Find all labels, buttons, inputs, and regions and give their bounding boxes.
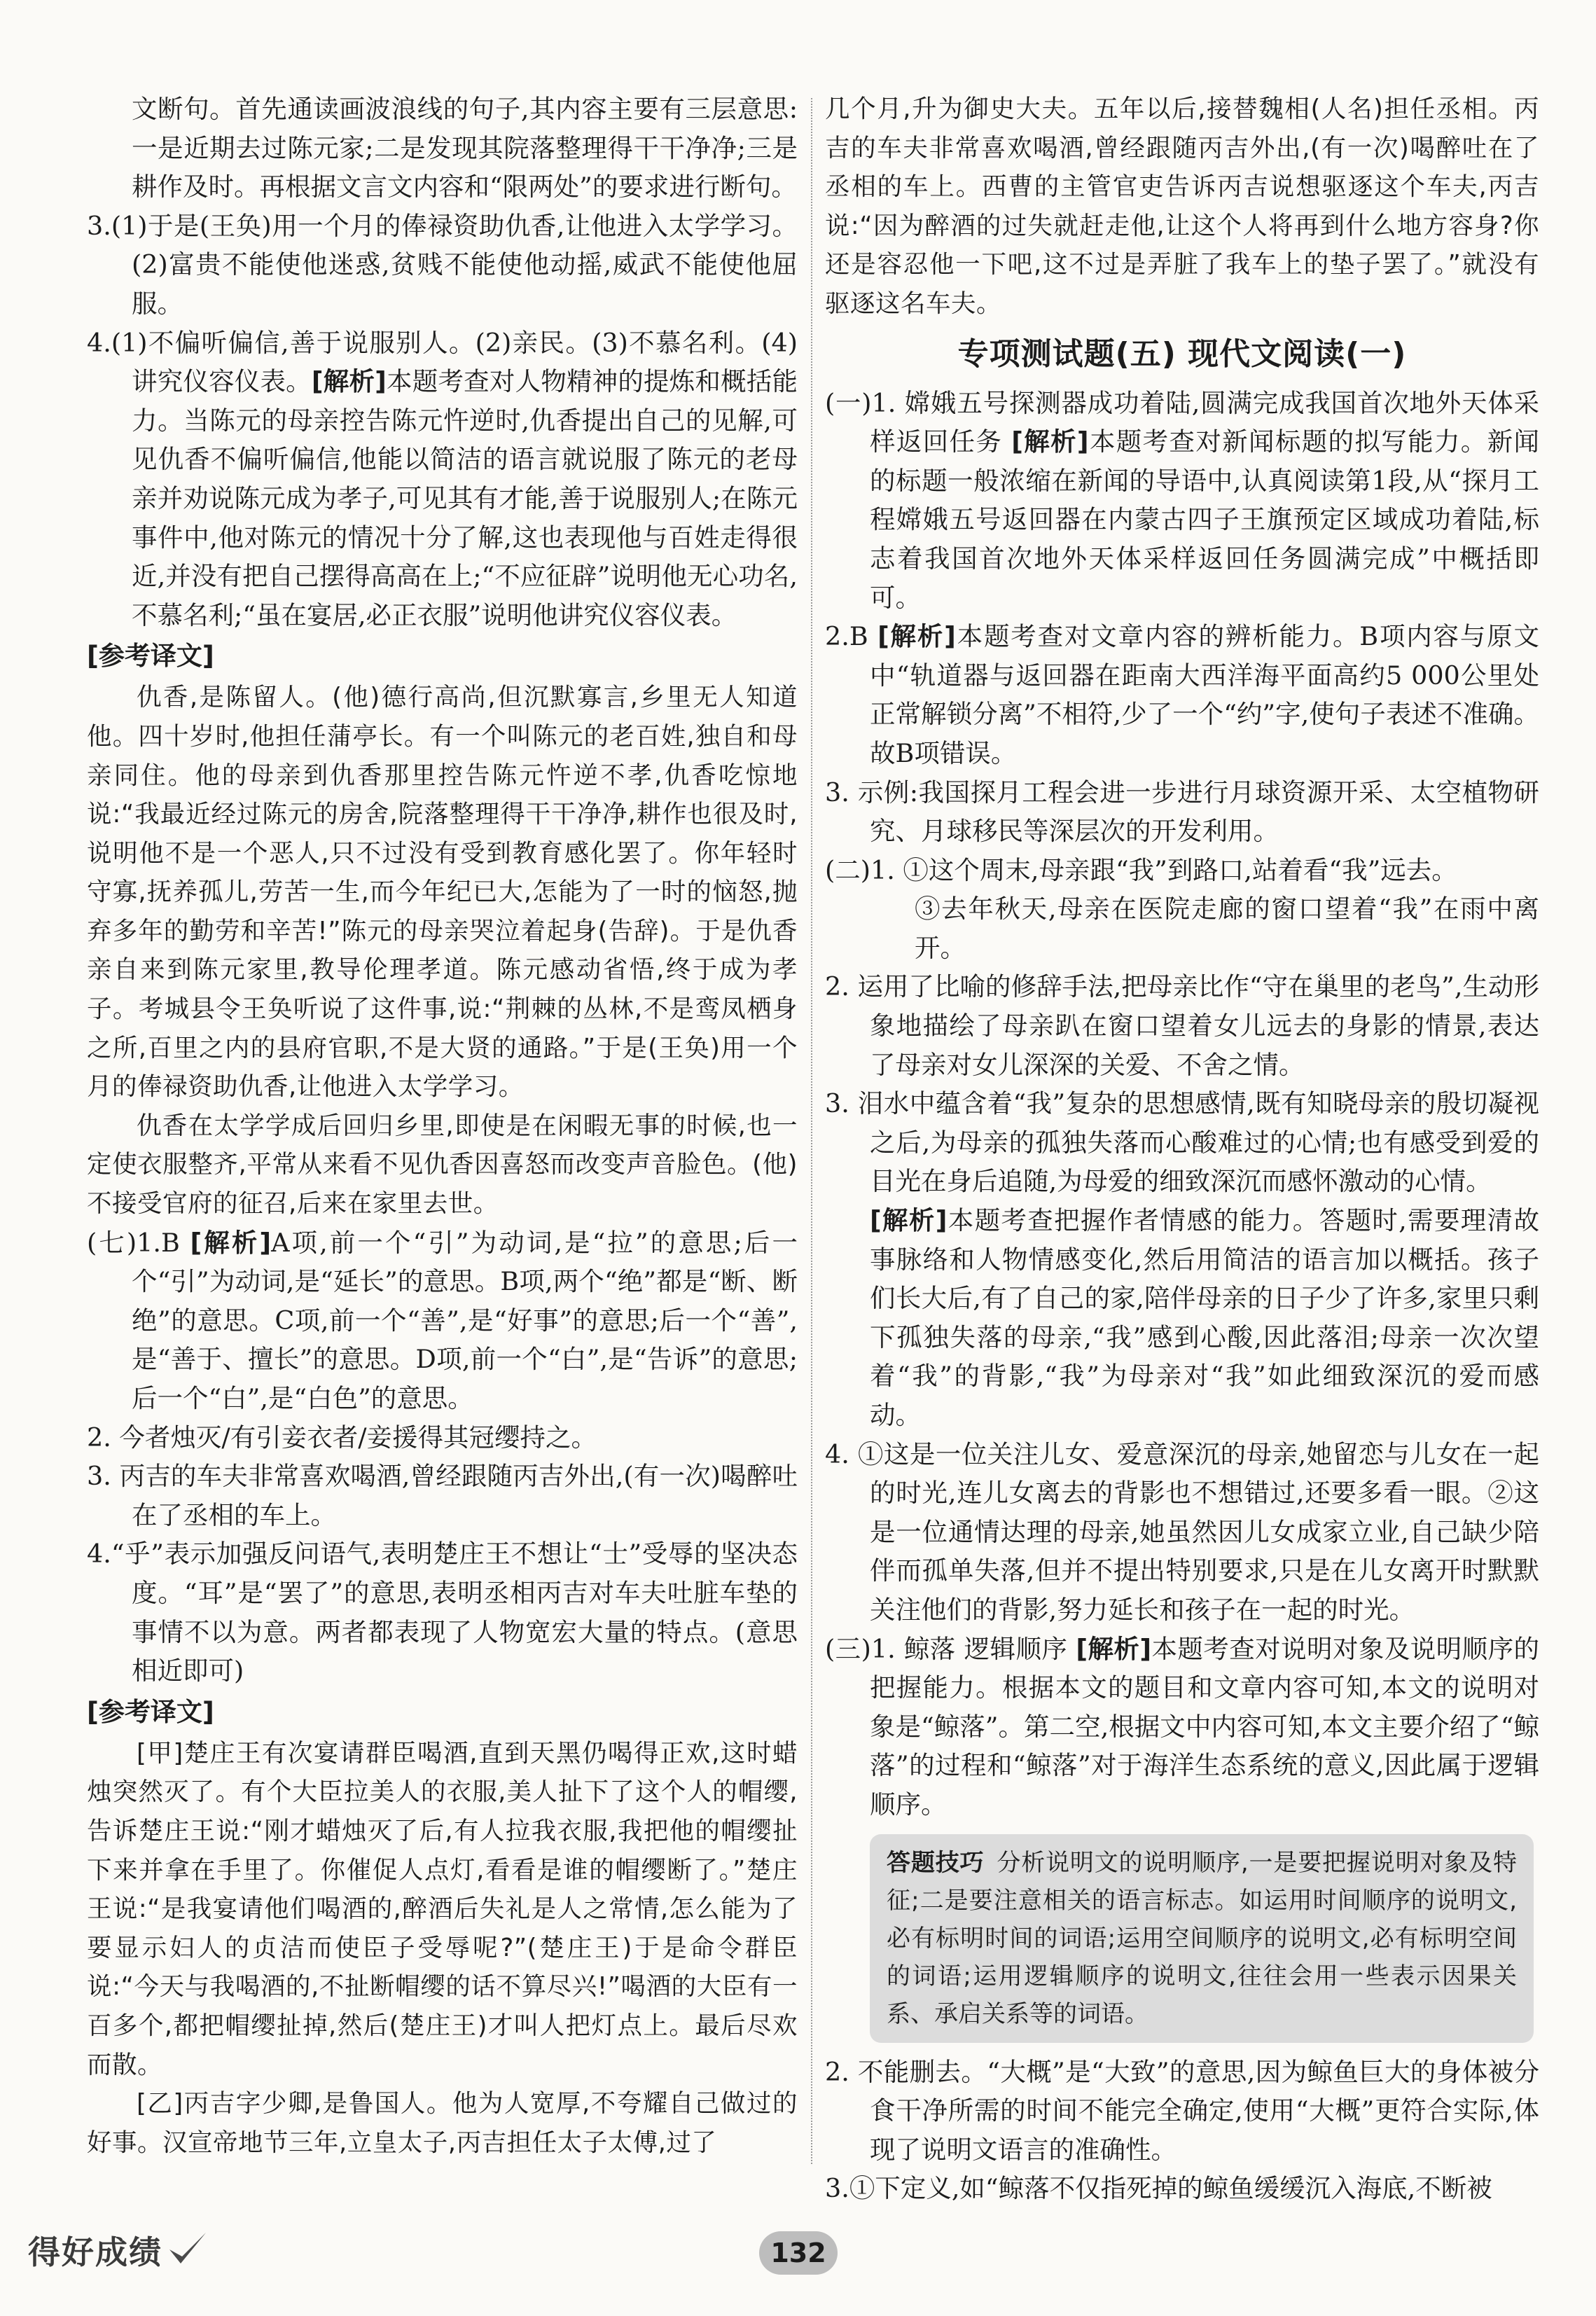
reference-translation-paragraph: 仇香在太学学成后回归乡里,即使是在闲暇无事的时候,也一定使衣服整齐,平常从来看不见仇香因喜怒而改变声音脸色。(他)不接受官府的征召,后来在家里去世。 xyxy=(87,1111,798,1219)
reference-translation-heading: [参考译文] xyxy=(87,1696,214,1727)
analysis-label: [解析] xyxy=(877,621,956,652)
right-column xyxy=(825,90,1539,2208)
reference-translation-paragraph: [乙]丙吉字少卿,是鲁国人。他为人宽厚,不夸耀自己做过的好事。汉宣帝地节三年,立皇太子,丙吉担任太子太傅,过了 xyxy=(87,2089,798,2157)
analysis-label: [解析] xyxy=(190,1227,272,1258)
analysis-text: 本题考查把握作者情感的能力。答题时,需要理清故事脉络和人物情感变化,然后用简洁的语言加以概括。孩子们长大后,有了自己的家,陪伴母亲的日子少了许多,家里只剩下孤独失落的母亲,“我”感到心酸,因此落泪;母亲一次次望着“我”的背影,“我”为母亲对“我”如此细致深沉的爱而感动。 xyxy=(870,1205,1539,1430)
left-column xyxy=(87,90,798,2162)
part-3-answer-3: 3.①下定义,如“鲸落不仅指死掉的鲸鱼缓缓沉入海底,不断被 xyxy=(825,2173,1492,2204)
answer-text: (三)1. 鲸落 逻辑顺序 xyxy=(825,1633,1076,1664)
part-1-answer-3: 3. 示例:我国探月工程会进一步进行月球资源开采、太空植物研究、月球移民等深层次的开发利用。 xyxy=(825,777,1539,847)
part-2-answer-4: 4. ①这是一位关注儿女、爱意深沉的母亲,她留恋与儿女在一起的时光,连儿女离去的背影也不想错过,还要多看一眼。②这是一位通情达理的母亲,她虽然因儿女成家立业,自己缺少陪伴而孤单失落,但并不提出特别要求,只是在儿女离开时默默关注他们的背影,努力延长和孩子在一起的时光。 xyxy=(825,1438,1539,1625)
part-2-answer-1a: (二)1. ①这个周末,母亲跟“我”到路口,站着看“我”远去。 xyxy=(825,854,1457,885)
answer-text: 2.B xyxy=(825,621,878,652)
analysis-label: [解析] xyxy=(311,366,387,397)
section-7-answer-2: 2. 今者烛灭/有引妾衣者/妾援得其冠缨持之。 xyxy=(87,1422,597,1452)
part-3-answer-1 xyxy=(825,1630,1539,1824)
analysis-text: 本题考查对说明对象及说明顺序的把握能力。根据本文的题目和文章内容可知,本文的说明对象是“鲸落”。第二空,根据文中内容可知,本文主要介绍了“鲸落”的过程和“鲸落”对于海洋生态系统的意义,因此属于逻辑顺序。 xyxy=(870,1633,1539,1819)
brand-text: 得好成绩 xyxy=(28,2233,162,2271)
analysis-label: [解析] xyxy=(870,1205,948,1236)
brand-logo xyxy=(28,2227,209,2273)
analysis-text: 本题考查对文章内容的辨析能力。B项内容与原文中“轨道器与返回器在距南大西洋海平面高约5 000公里处正常解锁分离”不相符,少了一个“约”字,使句子表述不准确。故B项错误。 xyxy=(870,621,1539,768)
section-7-answer-3: 3. 丙吉的车夫非常喜欢喝酒,曾经跟随丙吉外出,(有一次)喝醉吐在了丞相的车上。 xyxy=(87,1461,798,1530)
tip-label: 答题技巧 xyxy=(887,1848,985,1877)
analysis-text: 本题考查对人物精神的提炼和概括能力。当陈元的母亲控告陈元忤逆时,仇香提出自己的见解,可见仇香不偏听偏信,他能以简洁的语言就说服了陈元的老母亲并劝说陈元成为孝子,可见其有才能,善于说服别人;在陈元事件中,他对陈元的情况十分了解,这也表现他与百姓走得很近,并没有把自己摆得高高在上;“不应征辟”说明他无心功名,不慕名利;“虽在宴居,必正衣服”说明他讲究仪容仪表。 xyxy=(132,366,798,630)
part-2-answer-3-analysis xyxy=(825,1201,1539,1435)
analysis-text: A项,前一个“引”为动词,是“拉”的意思;后一个“引”为动词,是“延长”的意思。B项,两个“绝”都是“断、断绝”的意思。C项,前一个“善”,是“好事”的意思;后一个“善”,是“善于、擅长”的意思。D项,前一个“白”,是“告诉”的意思;后一个“白”,是“白色”的意思。 xyxy=(132,1227,798,1413)
section-title: 专项测试题(五) 现代文阅读(一) xyxy=(957,335,1407,372)
reference-translation-paragraph: [甲]楚庄王有次宴请群臣喝酒,直到天黑仍喝得正欢,这时蜡烛突然灭了。有个大臣拉美人的衣服,美人扯下了这个人的帽缨,告诉楚庄王说:“刚才蜡烛灭了后,有人拉我衣服,我把他的帽缨扯下来并拿在手里了。你催促人点灯,看看是谁的帽缨断了。”楚庄王说:“是我宴请他们喝酒的,醉酒后失礼是人之常情,怎么能为了要显示妇人的贞洁而使臣子受辱呢?”(楚庄王)于是命令群臣说:“今天与我喝酒的,不扯断帽缨的话不算尽兴!”喝酒的大臣有一百多个,都把帽缨扯掉,然后(楚庄王)才叫人把灯点上。最后尽欢而散。 xyxy=(87,1738,798,2079)
section-7-answer-1 xyxy=(87,1223,798,1418)
answer-4-text: 4.(1)不偏听偏信,善于说服别人。(2)亲民。(3)不慕名利。(4)讲究仪容仪表。 xyxy=(87,327,798,397)
answering-tip xyxy=(887,1844,1517,2033)
part-2-answer-2: 2. 运用了比喻的修辞手法,把母亲比作“守在巢里的老鸟”,生动形象地描绘了母亲趴在窗口望着女儿远去的身影的情景,表达了母亲对女儿深深的关爱、不舍之情。 xyxy=(825,971,1539,1080)
reference-translation-paragraph: 仇香,是陈留人。(他)德行高尚,但沉默寡言,乡里无人知道他。四十岁时,他担任蒲亭长。有一个叫陈元的老百姓,独自和母亲同住。他的母亲到仇香那里控告陈元忤逆不孝,仇香吃惊地说:“我最近经过陈元的房舍,院落整理得干干净净,耕作也很及时,说明他不是一个恶人,只不过没有受到教育感化罢了。你年轻时守寡,抚养孤儿,劳苦一生,而今年纪已大,怎能为了一时的恼怒,抛弃多年的勤劳和辛苦!”陈元的母亲哭泣着起身(告辞)。于是仇香亲自来到陈元家里,教导伦理孝道。陈元感动省悟,终于成为孝子。考城县令王奂听说了这件事,说:“荆棘的丛林,不是鸾凤栖身之所,百里之内的县府官职,不是大贤的通路。”于是(王奂)用一个月的俸禄资助仇香,让他进入太学学习。 xyxy=(87,683,798,1102)
analysis-label: [解析] xyxy=(1011,427,1089,457)
part-1-answer-2 xyxy=(825,617,1539,772)
answering-tip-box xyxy=(870,1834,1534,2043)
part-2-answer-3: 3. 泪水中蕴含着“我”复杂的思想感情,既有知晓母亲的殷切凝视之后,为母亲的孤独失落而心酸难过的心情;也有感受到爱的目光在身后追随,为母爱的细致深沉而感怀激动的心情。 xyxy=(825,1088,1539,1197)
analysis-text: 本题考查对新闻标题的拟写能力。新闻的标题一般浓缩在新闻的导语中,认真阅读第1段,从“探月工程嫦娥五号返回器在内蒙古四子王旗预定区域成功着陆,标志着我国首次地外天体采样返回任务圆满完成”中概括即可。 xyxy=(870,427,1539,613)
tip-text: 分析说明文的说明顺序,一是要把握说明对象及特征;二是要注意相关的语言标志。如运用时间顺序的说明文,必有标明时间的词语;运用空间顺序的说明文,必有标明空间的词语;运用逻辑顺序的说明文,往往会用一些表示因果关系、承启关系等的词语。 xyxy=(887,1848,1517,2028)
reference-translation-continuation: 几个月,升为御史大夫。五年以后,接替魏相(人名)担任丞相。丙吉的车夫非常喜欢喝酒,曾经跟随丙吉外出,(有一次)喝醉吐在了丞相的车上。西曹的主管官吏告诉丙吉说想驱逐这个车夫,丙吉说:“因为醉酒的过失就赶走他,让这个人将再到什么地方容身?你还是容忍他一下吧,这不过是弄脏了我车上的垫子罢了。”就没有驱逐这名车夫。 xyxy=(825,95,1539,318)
answer-continuation: 文断句。首先通读画波浪线的句子,其内容主要有三层意思:一是近期去过陈元家;二是发现其院落整理得干干净净;三是耕作及时。再根据文言文内容和“限两处”的要求进行断句。 xyxy=(132,94,798,202)
page-number: 132 xyxy=(759,2231,838,2275)
answer-text: (七)1.B xyxy=(87,1227,190,1258)
answer-text: (一)1. 嫦娥五号探测器成功着陆,圆满完成我国首次地外天体采样返回任务 xyxy=(825,387,1539,457)
part-2-answer-1b: ③去年秋天,母亲在医院走廊的窗口望着“我”在雨中离开。 xyxy=(915,894,1539,963)
column-divider xyxy=(811,98,812,2164)
part-3-answer-2: 2. 不能删去。“大概”是“大致”的意思,因为鲸鱼巨大的身体被分食干净所需的时间不能完全确定,使用“大概”更符合实际,体现了说明文语言的准确性。 xyxy=(825,2056,1539,2165)
part-1-answer-1 xyxy=(825,384,1539,618)
reference-translation-heading: [参考译文] xyxy=(87,641,214,672)
checkmark-icon xyxy=(165,2228,209,2272)
section-7-answer-4: 4.“乎”表示加强反问语气,表明楚庄王不想让“士”受辱的坚决态度。“耳”是“罢了”的意思,表明丞相丙吉对车夫吐脏车垫的事情不以为意。两者都表现了人物宽宏大量的特点。(意思相近即可) xyxy=(87,1539,798,1686)
answer-4 xyxy=(87,324,798,635)
answer-3-translation: 3.(1)于是(王奂)用一个月的俸禄资助仇香,让他进入太学学习。 (2)富贵不能使他迷惑,贫贱不能使他动摇,威武不能使他屈服。 xyxy=(87,210,798,319)
analysis-label: [解析] xyxy=(1076,1633,1152,1664)
